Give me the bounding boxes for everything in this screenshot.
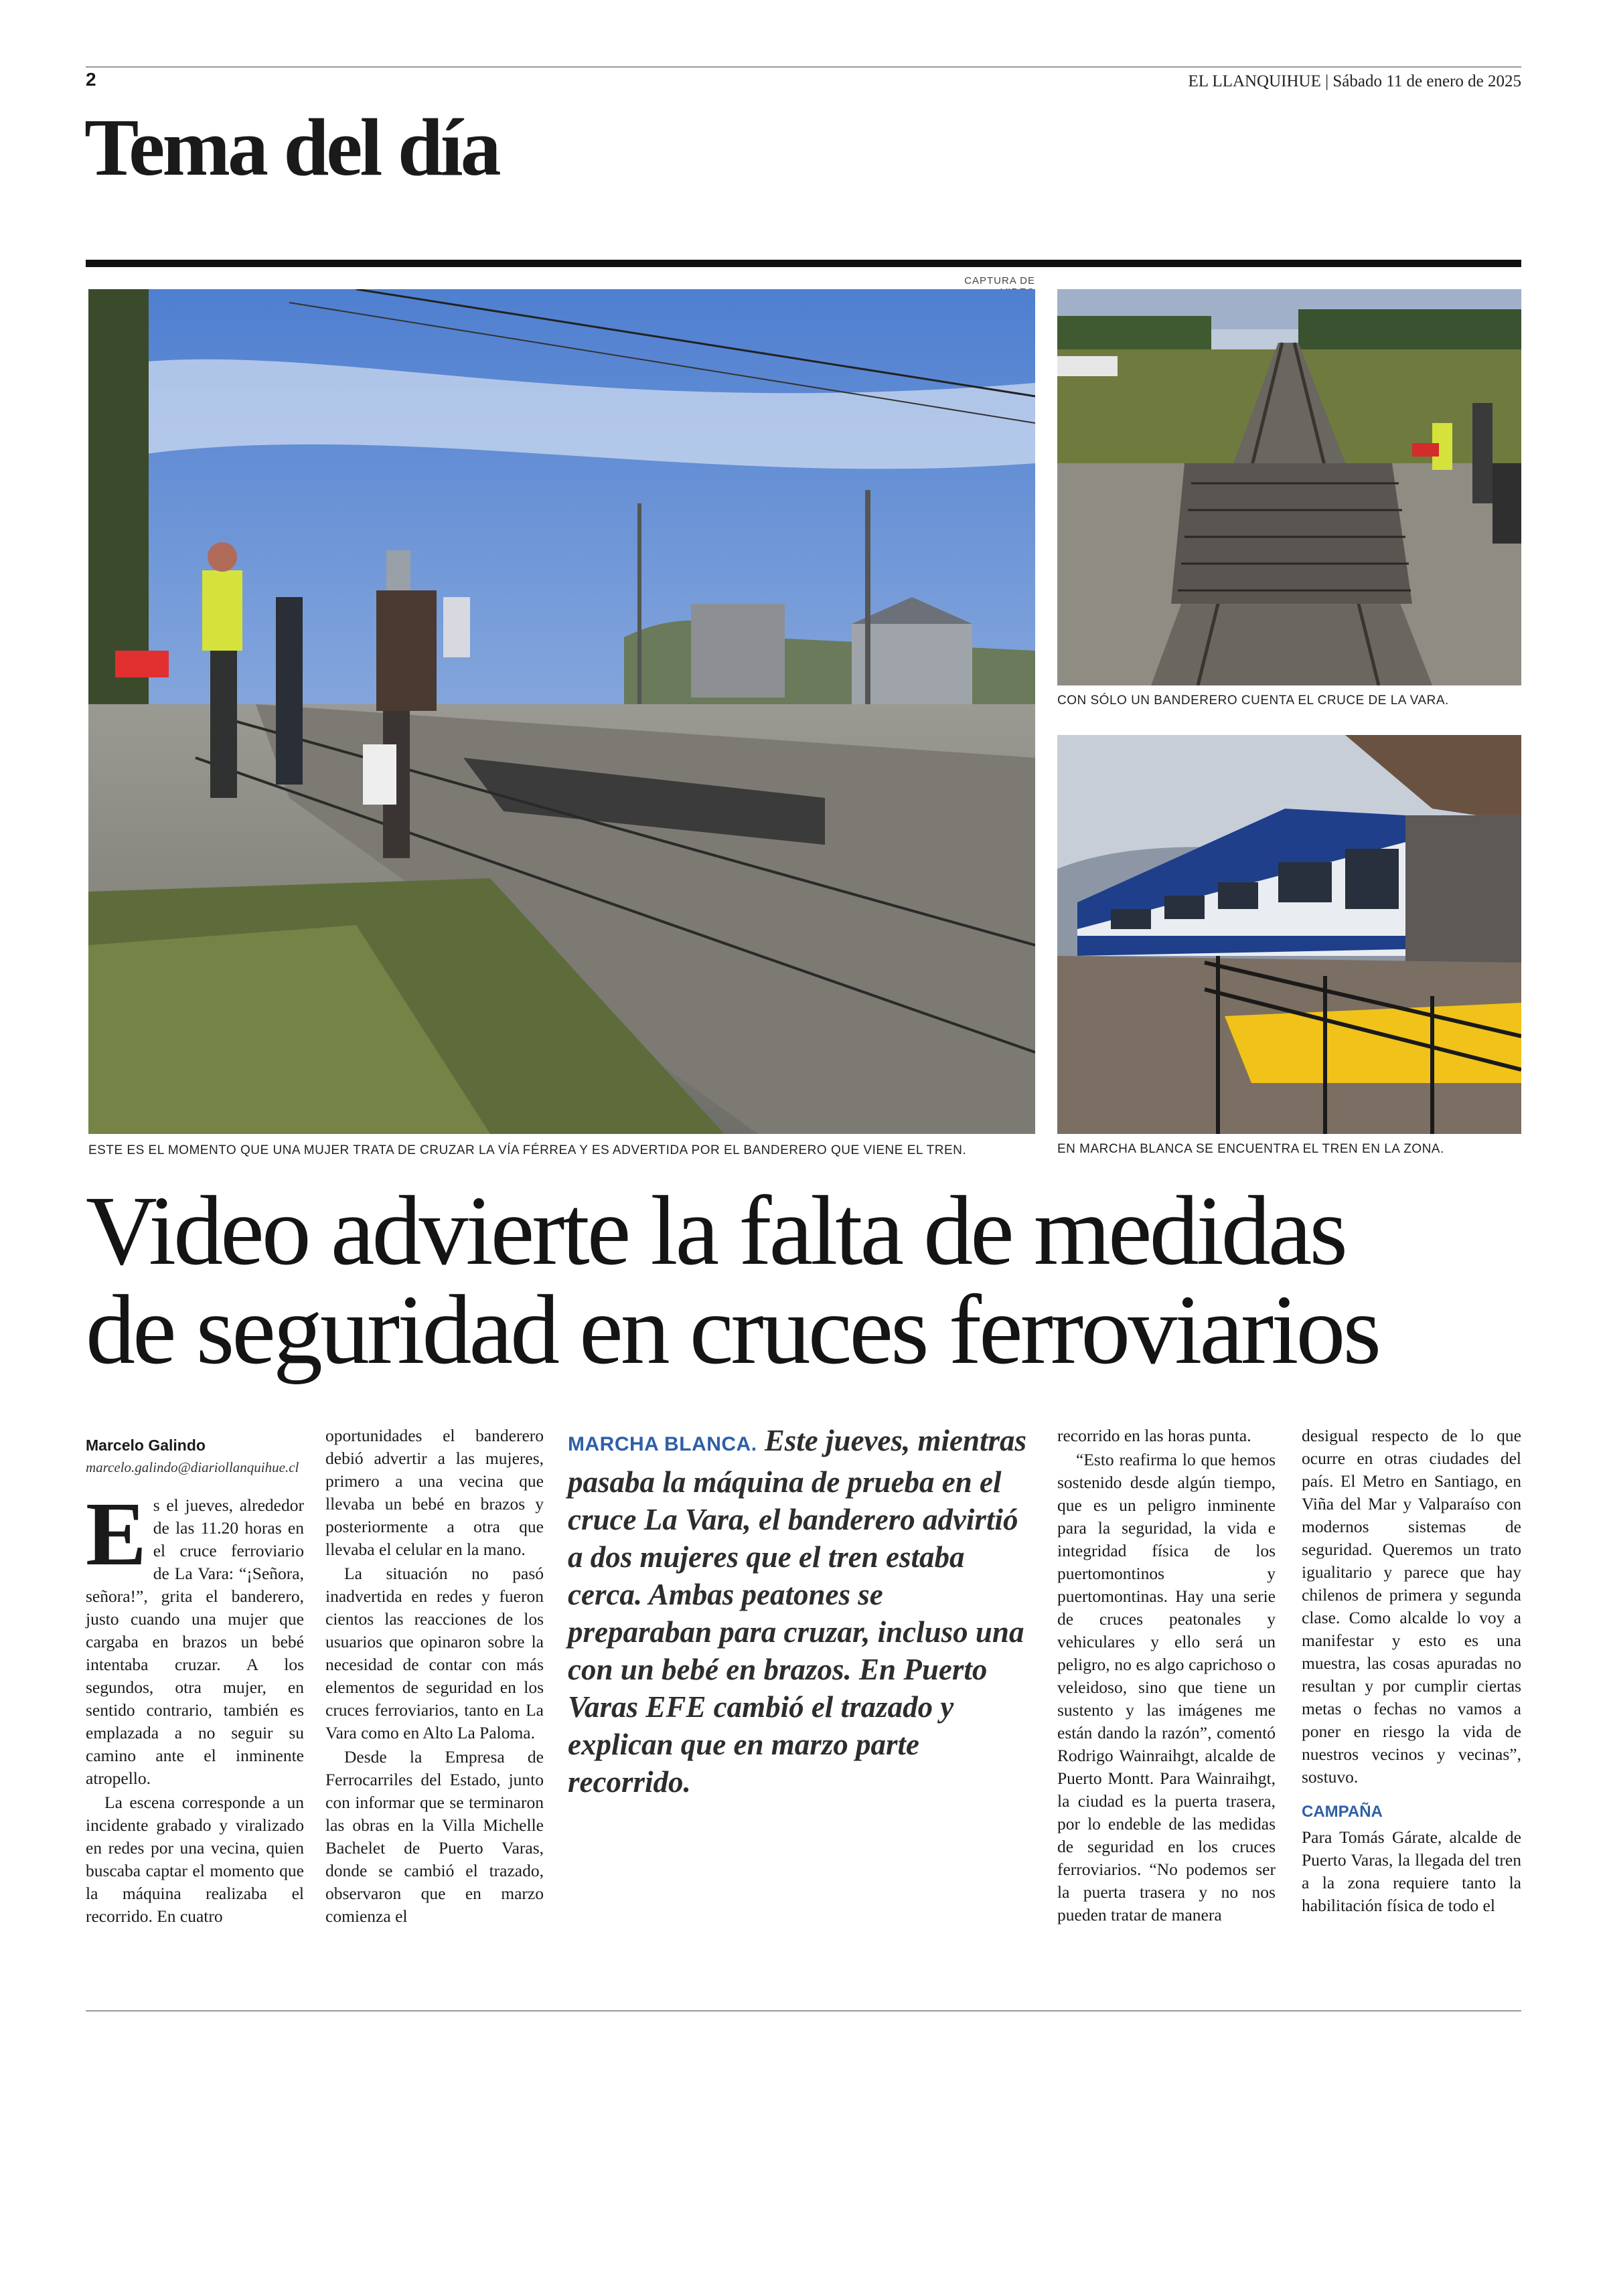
lead-paragraph	[568, 1422, 1030, 1801]
main-photo-caption: ESTE ES EL MOMENTO QUE UNA MUJER TRATA DE CRUZAR LA VÍA FÉRREA Y ES ADVERTIDA POR EL BANDERERO QUE VIENE EL TREN.	[88, 1143, 967, 1157]
drop-cap: E	[86, 1484, 147, 1584]
bottom-rule	[86, 2010, 1521, 2012]
column-1-paragraph-1: s el jueves, alrededor de las 11.20 horas en el cruce ferroviario de La Vara: “¡Señora, señora!”, grita el banderero, justo cuando una mujer que cargaba en brazos un bebé intentaba cruzar. A los segundos, otra mujer, en sentido contrario, también es emplazada a no seguir su camino ante el inminente atropello.	[86, 1495, 304, 1788]
column-2-paragraph-2: La situación no pasó inadvertida en redes y fueron cientos las reacciones de los usuarios que opinaron sobre la necesidad de contar con más elementos de seguridad en los cruces ferroviarios, tanto en La Vara como en Alto La Paloma.	[325, 1564, 544, 1742]
column-4-paragraph-2: “Esto reafirma lo que hemos sostenido desde algún tiempo, que es un peligro inminente para la seguridad, la vida e integridad física de los puertomontinos y puertomontinas. Hay una serie de cruces peatonales y vehiculares y ello será un peligro, no es algo caprichoso o veleidoso, sino que tiene un sustento y las imágenes me están dando la razón”, comentó Rodrigo Wainraihgt, alcalde de Puerto Montt. Para Wainraihgt, la ciudad es la puerta trasera, por lo endeble de las medidas de seguridad en los cruces ferroviarios. “No podemos ser la puerta trasera y no nos pueden tratar de manera	[1057, 1450, 1276, 1924]
headline	[86, 1176, 1521, 1385]
column-5-paragraph-2: Para Tomás Gárate, alcalde de Puerto Varas, la llegada del tren a la zona requiere tanto la habilitación física de todo el	[1302, 1827, 1521, 1915]
column-2-paragraph-1: oportunidades el banderero debió advertir a las mujeres, primero a una vecina que llevaba un bebé en brazos y posteriormente a otra que llevaba el celular en la mano.	[325, 1426, 544, 1559]
top-rule	[86, 66, 1521, 68]
test-train-platform-photo	[1057, 735, 1521, 1134]
bottom-right-photo	[1057, 735, 1521, 1134]
photo-credit: CAPTURA DE	[964, 275, 1035, 286]
byline-author: Marcelo Galindo	[86, 1437, 206, 1454]
masthead-date: EL LLANQUIHUE | Sábado 11 de enero de 2025	[1188, 72, 1521, 90]
headline-line-2: de seguridad en cruces ferroviarios	[86, 1275, 1379, 1385]
bottom-right-photo-caption: EN MARCHA BLANCA SE ENCUENTRA EL TREN EN LA ZONA.	[1057, 1142, 1444, 1156]
lead-text: Este jueves, mientras pasaba la máquina de prueba en el cruce La Vara, el banderero advirtió a dos mujeres que el tren estaba cerca. Ambas peatones se preparaban para cruzar, incluso una con un bebé en brazos. En Puerto Varas EFE cambió el trazado y explican que en marzo parte recorrido.	[568, 1424, 1027, 1799]
single-flagman-crossing-photo	[1057, 289, 1521, 685]
byline-email: marcelo.galindo@diariollanquihue.cl	[86, 1459, 299, 1475]
column-2-paragraph-3: Desde la Empresa de Ferrocarriles del Estado, junto con informar que se terminaron las obras en la Villa Michelle Bachelet de Puerto Varas, donde se cambió el trazado, observaron que en marzo comienza el	[325, 1747, 544, 1926]
column-5-paragraph-1: desigual respecto de lo que ocurre en otras ciudades del país. El Metro en Santiago, en Viña del Mar y Valparaíso con modernos sistemas de seguridad. Queremos un trato igualitario y parece que hay chilenos de primera y segunda clase. Como alcalde lo voy a manifestar y esto es una muestra, las cosas apuradas no resultan y por cumplir ciertas metas o fechas no vamos a poner en riesgo la vida de nuestros vecinos y vecinas”, sostuvo.	[1302, 1426, 1521, 1787]
section-title: Tema del día	[84, 102, 499, 193]
article-column-5	[1302, 1424, 1521, 1918]
column-4-paragraph-1: recorrido en las horas punta.	[1057, 1426, 1251, 1445]
top-right-photo	[1057, 289, 1521, 685]
column-1-paragraph-2: La escena corresponde a un incidente grabado y viralizado en redes por una vecina, quien buscaba captar el momento que la máquina realizaba el recorrido. En cuatro	[86, 1793, 304, 1926]
main-photo	[88, 289, 1035, 1134]
railway-crossing-photo	[88, 289, 1035, 1134]
article-column-1	[86, 1484, 304, 1929]
section-rule	[86, 260, 1521, 267]
lead-tag: MARCHA BLANCA.	[568, 1433, 757, 1455]
headline-line-1: Video advierte la falta de medidas	[86, 1176, 1346, 1286]
top-right-photo-caption: CON SÓLO UN BANDERERO CUENTA EL CRUCE DE LA VARA.	[1057, 693, 1449, 708]
article-column-2	[325, 1424, 544, 1929]
campaign-subhead: CAMPAÑA	[1302, 1803, 1383, 1821]
article-column-4	[1057, 1424, 1276, 1928]
page-number: 2	[86, 69, 96, 90]
